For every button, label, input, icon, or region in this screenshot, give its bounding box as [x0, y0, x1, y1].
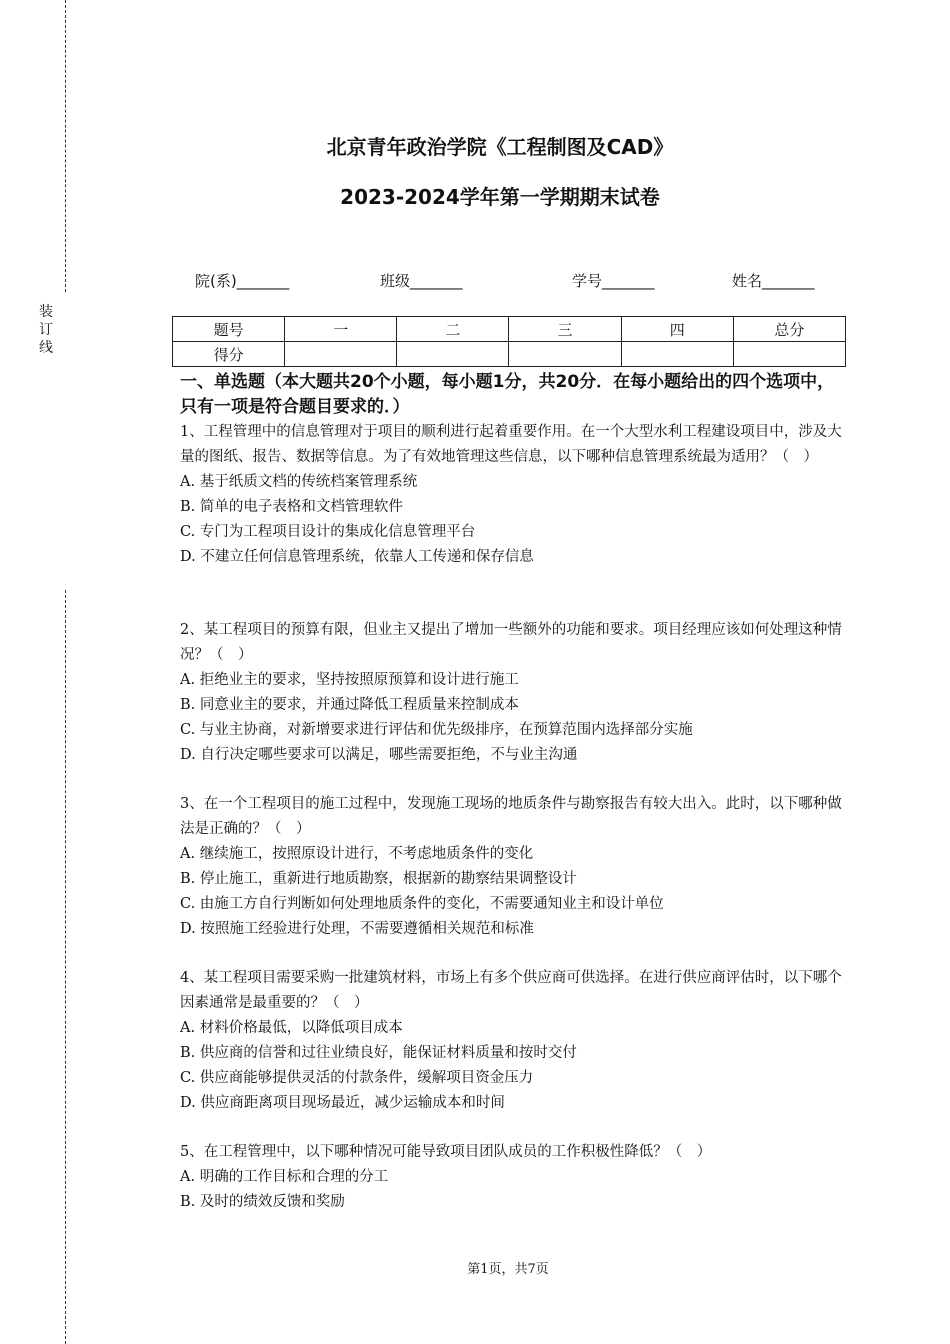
exam-title: 北京青年政治学院《工程制图及CAD》: [326, 135, 674, 159]
option-b: B. 简单的电子表格和文档管理软件: [180, 499, 403, 515]
option-a: A. 继续施工，按照原设计进行，不考虑地质条件的变化: [180, 846, 534, 862]
question-5: [180, 1140, 850, 1215]
question-1: [180, 420, 850, 570]
binding-dashed-line-bottom: [65, 590, 66, 1344]
score-table-header-row: [173, 317, 846, 342]
score-table-header: 三: [509, 317, 621, 342]
class-field: 班级_______: [380, 272, 463, 290]
question-2: [180, 618, 850, 768]
option-b: B. 同意业主的要求，并通过降低工程质量来控制成本: [180, 697, 519, 713]
name-field: 姓名_______: [732, 272, 815, 290]
score-table-header: 一: [285, 317, 397, 342]
score-table-header: 二: [397, 317, 509, 342]
option-c: C. 与业主协商，对新增要求进行评估和优先级排序，在预算范围内选择部分实施: [180, 722, 693, 738]
option-d: D. 自行决定哪些要求可以满足，哪些需要拒绝，不与业主沟通: [180, 747, 578, 763]
option-a: A. 材料价格最低，以降低项目成本: [180, 1020, 403, 1036]
option-b: B. 供应商的信誉和过往业绩良好，能保证材料质量和按时交付: [180, 1045, 577, 1061]
question-stem: 1、工程管理中的信息管理对于项目的顺利进行起着重要作用。在一个大型水利工程建设项目中，涉及大量的图纸、报告、数据等信息。为了有效地管理这些信息，以下哪种信息管理系统最为适用？（ ）: [180, 424, 842, 465]
score-table: [172, 316, 846, 367]
option-d: D. 不建立任何信息管理系统，依靠人工传递和保存信息: [180, 549, 534, 565]
section-heading: 一、单选题（本大题共20个小题，每小题1分，共20分．在每小题给出的四个选项中，只有一项是符合题目要求的．）: [180, 372, 835, 417]
score-cell: [621, 342, 733, 367]
question-stem: 2、某工程项目的预算有限，但业主又提出了增加一些额外的功能和要求。项目经理应该如何处理这种情况？（ ）: [180, 622, 842, 663]
score-table-header: 四: [621, 317, 733, 342]
question-stem: 5、在工程管理中，以下哪种情况可能导致项目团队成员的工作积极性降低？（ ）: [180, 1144, 712, 1160]
option-a: A. 拒绝业主的要求，坚持按照原预算和设计进行施工: [180, 672, 519, 688]
score-row-label: 得分: [173, 342, 285, 367]
question-3: [180, 792, 850, 942]
score-cell: [733, 342, 845, 367]
student-id-field: 学号_______: [572, 272, 655, 290]
option-c: C. 供应商能够提供灵活的付款条件，缓解项目资金压力: [180, 1070, 534, 1086]
question-stem: 4、某工程项目需要采购一批建筑材料，市场上有多个供应商可供选择。在进行供应商评估时，以下哪个因素通常是最重要的？（ ）: [180, 970, 842, 1011]
score-table-header: 题号: [173, 317, 285, 342]
score-cell: [397, 342, 509, 367]
exam-subtitle: 2023-2024学年第一学期期末试卷: [340, 185, 660, 209]
department-field: 院(系)_______: [195, 272, 290, 290]
question-4: [180, 966, 850, 1116]
score-table-score-row: [173, 342, 846, 367]
option-d: D. 按照施工经验进行处理，不需要遵循相关规范和标准: [180, 921, 534, 937]
option-b: B. 停止施工，重新进行地质勘察，根据新的勘察结果调整设计: [180, 871, 577, 887]
page-number: 第1页，共7页: [467, 1262, 549, 1277]
option-b: B. 及时的绩效反馈和奖励: [180, 1194, 345, 1210]
binding-label: [36, 303, 56, 357]
binding-char: 装: [39, 304, 53, 320]
option-c: C. 专门为工程项目设计的集成化信息管理平台: [180, 524, 476, 540]
score-table-header: 总分: [733, 317, 845, 342]
binding-char: 订: [39, 322, 53, 338]
option-a: A. 明确的工作目标和合理的分工: [180, 1169, 389, 1185]
score-cell: [285, 342, 397, 367]
score-cell: [509, 342, 621, 367]
binding-char: 线: [39, 340, 53, 356]
option-a: A. 基于纸质文档的传统档案管理系统: [180, 474, 418, 490]
option-d: D. 供应商距离项目现场最近，减少运输成本和时间: [180, 1095, 505, 1111]
option-c: C. 由施工方自行判断如何处理地质条件的变化，不需要通知业主和设计单位: [180, 896, 664, 912]
question-stem: 3、在一个工程项目的施工过程中，发现施工现场的地质条件与勘察报告有较大出入。此时，以下哪种做法是正确的？（ ）: [180, 796, 842, 837]
